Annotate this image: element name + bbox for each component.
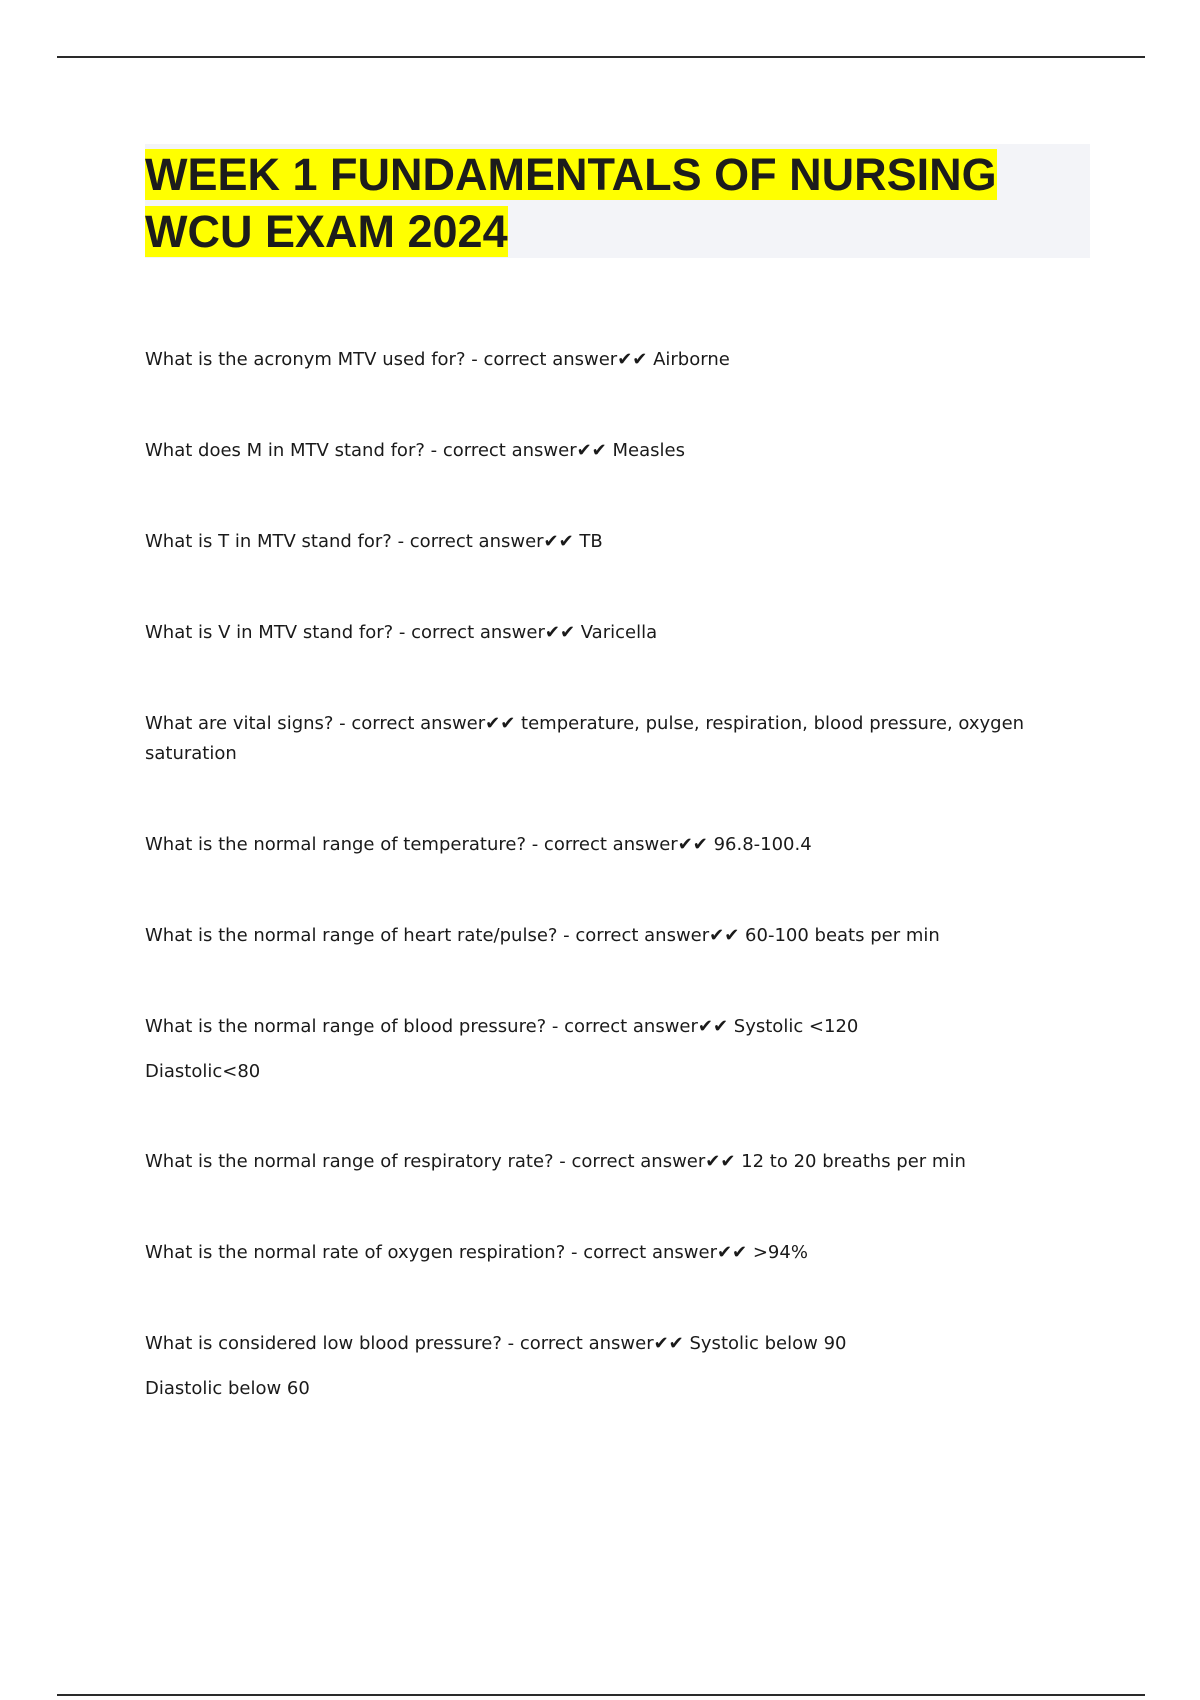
- title-line-2: WCU EXAM 2024: [145, 206, 508, 257]
- qa-text-line2: Diastolic<80: [145, 1061, 261, 1082]
- qa-item: [145, 830, 1065, 860]
- qa-text: What is considered low blood pressure? - correct answer✔✔ Systolic below 90: [145, 1333, 847, 1354]
- qa-text: What is the normal rate of oxygen respiration? - correct answer✔✔ >94%: [145, 1242, 808, 1263]
- qa-text: What is the normal range of respiratory rate? - correct answer✔✔ 12 to 20 breaths per min: [145, 1151, 966, 1172]
- qa-text: What is the normal range of blood pressure? - correct answer✔✔ Systolic <120: [145, 1016, 859, 1037]
- qa-text: What is the acronym MTV used for? - correct answer✔✔ Airborne: [145, 349, 730, 370]
- qa-text: What are vital signs? - correct answer✔✔ temperature, pulse, respiration, blood pressure, oxygen saturation: [145, 713, 1025, 764]
- qa-text: What does M in MTV stand for? - correct answer✔✔ Measles: [145, 440, 685, 461]
- qa-text: What is the normal range of temperature? - correct answer✔✔ 96.8-100.4: [145, 834, 812, 855]
- footer-rule: [57, 1694, 1145, 1696]
- header-rule: [57, 56, 1145, 58]
- qa-text: What is T in MTV stand for? - correct answer✔✔ TB: [145, 531, 603, 552]
- qa-item: [145, 618, 1065, 648]
- qa-item: [145, 527, 1065, 557]
- document-title: [145, 146, 1090, 260]
- qa-item: [145, 345, 1065, 375]
- qa-text: What is the normal range of heart rate/pulse? - correct answer✔✔ 60-100 beats per min: [145, 925, 940, 946]
- qa-item: [145, 709, 1065, 769]
- qa-item: [145, 1238, 1065, 1268]
- qa-item: [145, 921, 1065, 951]
- qa-text: What is V in MTV stand for? - correct answer✔✔ Varicella: [145, 622, 658, 643]
- qa-item: [145, 436, 1065, 466]
- qa-item: [145, 1329, 1065, 1404]
- qa-text-line2: Diastolic below 60: [145, 1378, 310, 1399]
- qa-item: [145, 1147, 1065, 1177]
- qa-item: [145, 1012, 1065, 1087]
- title-line-1: WEEK 1 FUNDAMENTALS OF NURSING: [145, 149, 997, 200]
